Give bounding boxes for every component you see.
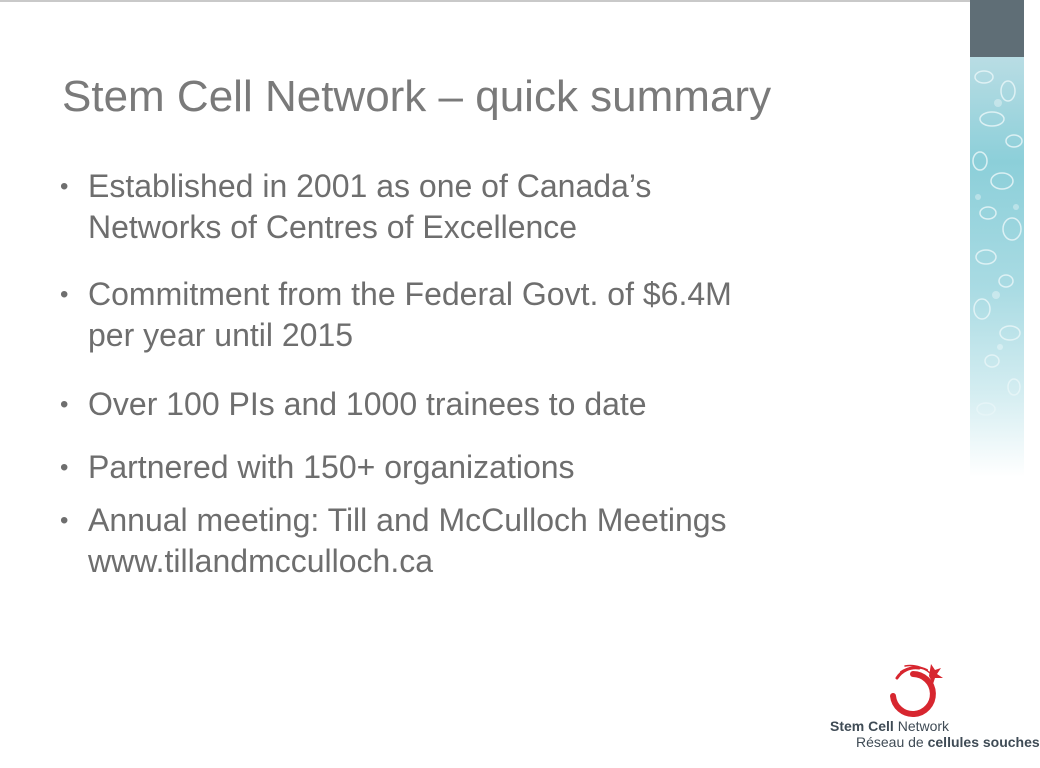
top-rule [0, 0, 970, 2]
logo-name-english-rest: Network [893, 718, 950, 734]
logo-name-english-bold: Stem Cell [830, 718, 894, 734]
logo-mark-icon [879, 656, 947, 724]
side-panel-header-block [970, 0, 1024, 57]
stem-cell-network-logo [826, 656, 1040, 756]
bullet-item [60, 500, 940, 582]
bullet-text: Commitment from the Federal Govt. of $6.4M [88, 276, 732, 312]
bullet-dot: • [60, 507, 69, 534]
cell-texture-image [970, 57, 1024, 477]
bullet-text: Over 100 PIs and 1000 trainees to date [88, 386, 647, 422]
bullet-text: per year until 2015 [88, 317, 354, 353]
bullet-text: Annual meeting: Till and McCulloch Meetings [88, 502, 727, 538]
bullet-dot: • [60, 281, 69, 308]
bullet-list [60, 166, 940, 582]
logo-name-french [856, 734, 1040, 750]
bullet-item [60, 166, 940, 248]
slide-title: Stem Cell Network – quick summary [62, 72, 772, 121]
bullet-text: Networks of Centres of Excellence [88, 209, 578, 245]
bullet-dot: • [60, 173, 69, 200]
decorative-side-panel [970, 0, 1024, 768]
bullet-text: Established in 2001 as one of Canada’s [88, 168, 652, 204]
bullet-item [60, 384, 940, 425]
bullet-dot: • [60, 454, 69, 481]
bullet-dot: • [60, 391, 69, 418]
bullet-text: www.tillandmcculloch.ca [88, 543, 434, 579]
logo-name-french-bold: cellules souches [927, 734, 1040, 750]
logo-name-english [830, 718, 949, 734]
bullet-text: Partnered with 150+ organizations [88, 449, 575, 485]
bullet-item [60, 447, 940, 488]
logo-name-french-plain: Réseau de [856, 734, 928, 750]
bullet-item [60, 274, 940, 356]
